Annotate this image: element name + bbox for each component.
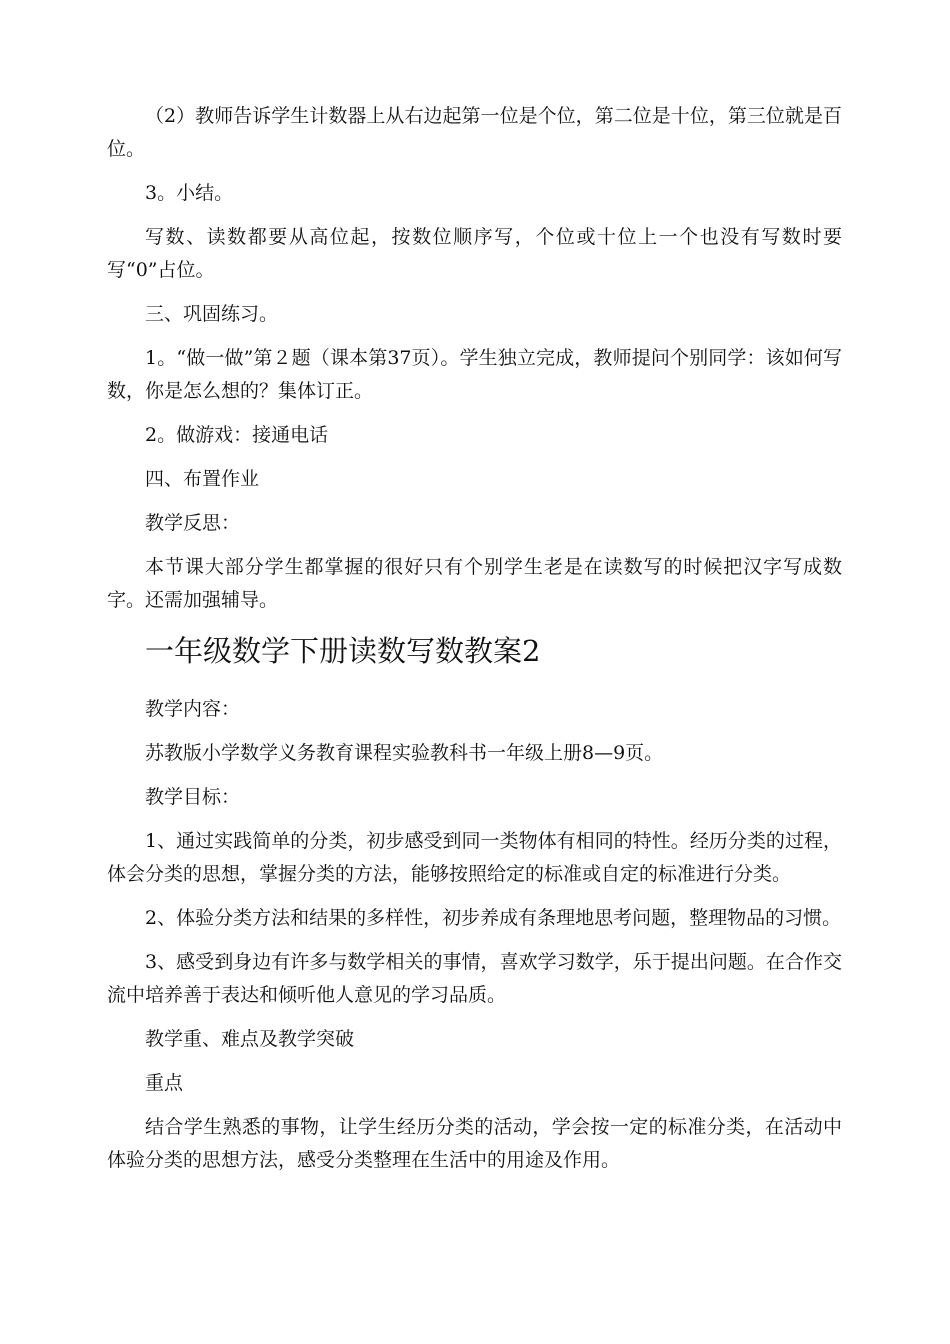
paragraph: 2。做游戏：接通电话 <box>145 424 329 446</box>
paragraph: （2）教师告诉学生计数器上从右边起第一位是个位，第二位是十位，第三位就是百位。 <box>107 105 842 160</box>
paragraph: 教学反思： <box>145 512 241 534</box>
paragraph: 教学内容： <box>145 698 241 720</box>
section-heading: 教学重、难点及教学突破 <box>145 1028 355 1050</box>
paragraph: 重点 <box>145 1072 184 1094</box>
section-heading: 四、布置作业 <box>145 468 260 490</box>
document-title: 一年级数学下册读数写数教案2 <box>145 634 541 668</box>
paragraph: 2、体验分类方法和结果的多样性，初步养成有条理地思考问题，整理物品的习惯。 <box>145 907 842 929</box>
paragraph: 1、通过实践简单的分类，初步感受到同一类物体有相同的特性。经历分类的过程，体会分类的思想，掌握分类的方法，能够按照给定的标准或自定的标准进行分类。 <box>107 830 842 885</box>
section-heading: 三、巩固练习。 <box>145 303 279 325</box>
paragraph: 写数、读数都要从高位起，按数位顺序写，个位或十位上一个也没有写数时要写“0”占位。 <box>107 226 842 281</box>
paragraph: 教学目标： <box>145 786 241 808</box>
paragraph: 本节课大部分学生都掌握的很好只有个别学生老是在读数写的时候把汉字写成数字。还需加强辅导。 <box>107 556 842 611</box>
paragraph: 3、感受到身边有许多与数学相关的事情，喜欢学习数学，乐于提出问题。在合作交流中培养善于表达和倾听他人意见的学习品质。 <box>107 951 842 1006</box>
paragraph: 3。小结。 <box>145 182 234 204</box>
paragraph: 1。“做一做”第２题（课本第37页）。学生独立完成，教师提问个别同学：该如何写数，你是怎么想的？集体订正。 <box>107 347 842 402</box>
paragraph: 苏教版小学数学义务教育课程实验教科书一年级上册8—9页。 <box>145 742 664 764</box>
paragraph: 结合学生熟悉的事物，让学生经历分类的活动，学会按一定的标准分类，在活动中体验分类的思想方法，感受分类整理在生活中的用途及作用。 <box>107 1116 842 1171</box>
document-body <box>107 100 842 1188</box>
